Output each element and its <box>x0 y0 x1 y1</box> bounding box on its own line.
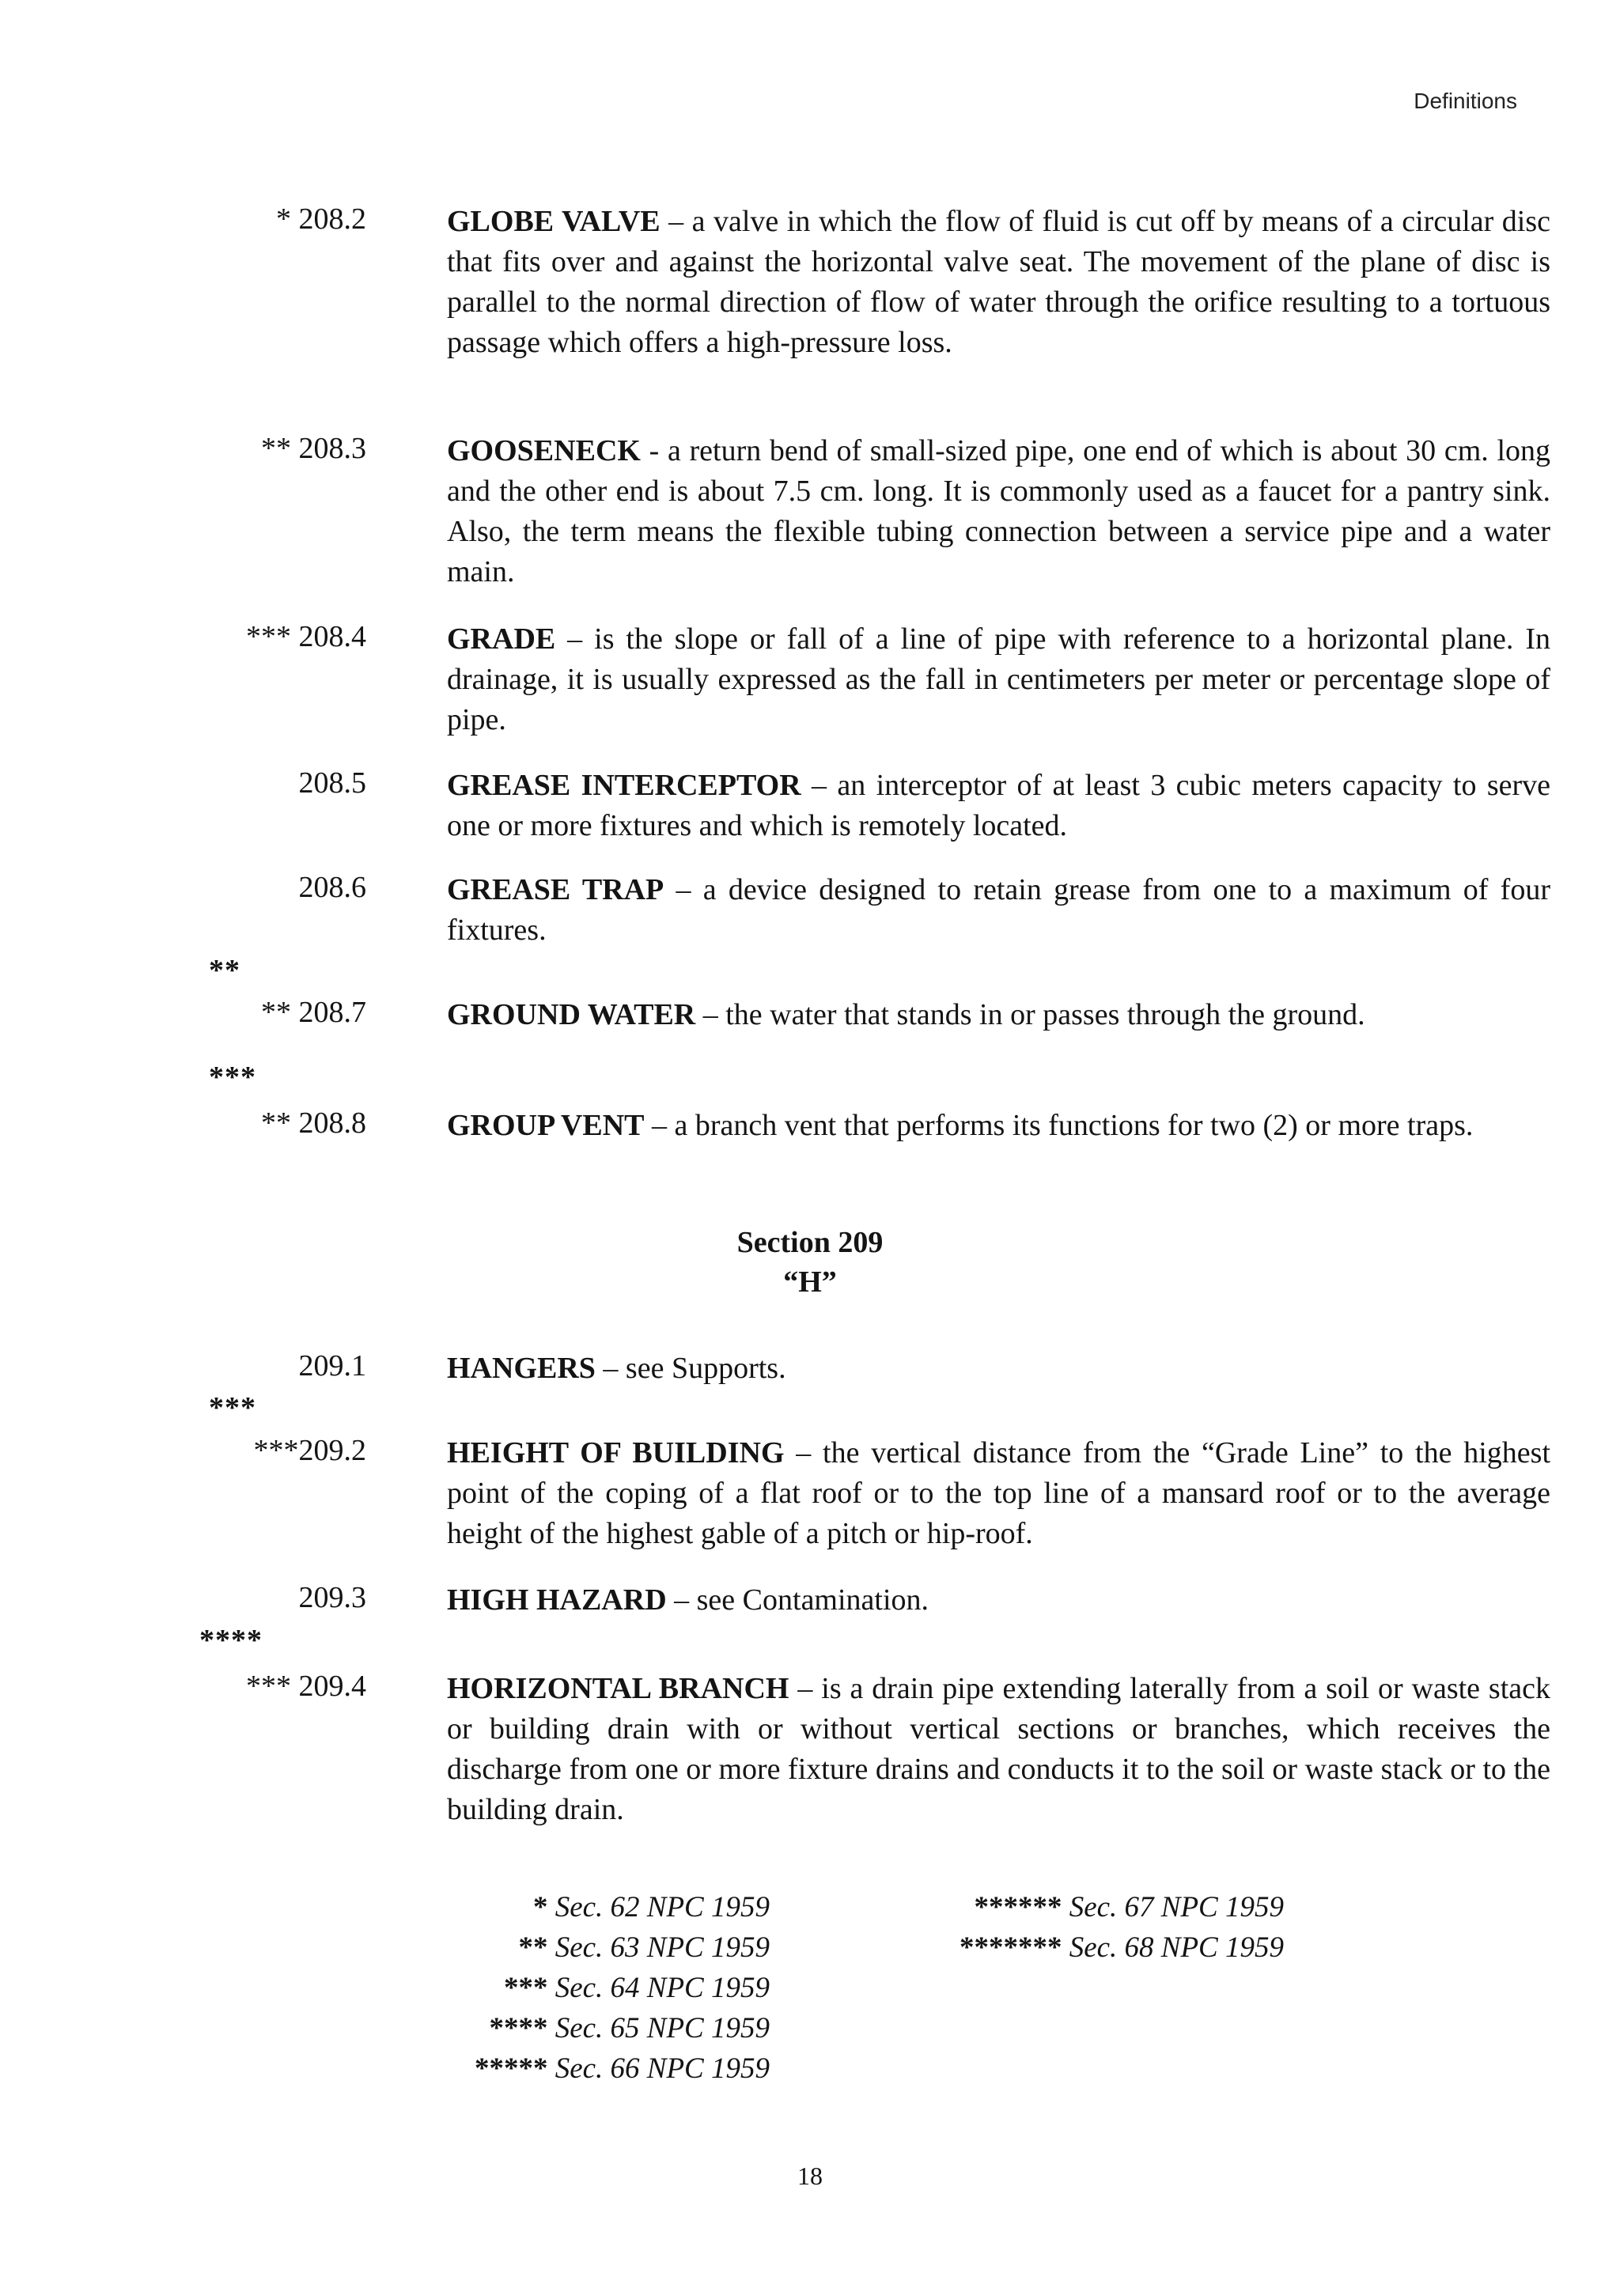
definition-text: – the vertical distance from the “Grade Line” to the highest point of the coping of a flat roof or to the top line of a mansard roof or to the average height of the highest gable of a pitch or hip-roof. <box>447 1436 1551 1550</box>
section-letter: “H” <box>783 1265 837 1299</box>
definition-body <box>447 766 1550 846</box>
definition-body <box>447 1669 1550 1830</box>
definition-body <box>447 1106 1550 1146</box>
definition-body <box>447 619 1550 740</box>
footnote-ref: Sec. 67 NPC 1959 <box>1069 1891 1284 1923</box>
footnote-ref: Sec. 62 NPC 1959 <box>555 1891 770 1923</box>
definition-term: GREASE INTERCEPTOR <box>447 769 801 802</box>
definition-body <box>447 995 1550 1035</box>
footnote-stars: * <box>532 1891 548 1923</box>
footnote-ref: Sec. 65 NPC 1959 <box>555 2012 770 2044</box>
definition-text: – a branch vent that performs its functions for two (2) or more traps. <box>644 1109 1474 1142</box>
footnote-stars: ***** <box>474 2052 548 2085</box>
footnote-ref: Sec. 64 NPC 1959 <box>555 1972 770 2004</box>
definition-number: ***209.2 <box>253 1434 366 1467</box>
definition-term: HORIZONTAL BRANCH <box>447 1672 789 1705</box>
definition-number: 209.1 <box>298 1349 366 1383</box>
definition-number: ** 208.3 <box>261 432 366 465</box>
definition-text: – a device designed to retain grease from one to a maximum of four fixtures. <box>447 873 1550 947</box>
margin-mark: **** <box>199 1624 263 1657</box>
definition-number: *** 209.4 <box>246 1670 366 1703</box>
definition-text: – see Supports. <box>595 1352 786 1385</box>
definition-term: HIGH HAZARD <box>447 1583 667 1617</box>
definition-body <box>447 1433 1550 1554</box>
definition-number: *** 208.4 <box>246 620 366 653</box>
definition-text: - a return bend of small-sized pipe, one end of which is about 30 cm. long and the other end is about 7.5 cm. long. It is commonly used as a faucet for a pantry sink. Also, the term means the flexible tubing connection between a service pipe and a water main. <box>447 434 1550 588</box>
footnote <box>960 1931 1284 1965</box>
definition-body <box>447 202 1550 363</box>
definition-text: – is a drain pipe extending laterally from a soil or waste stack or building drain with or without vertical sections or branches, which receives the discharge from one or more fixture drains and conducts it to the soil or waste stack or to the building drain. <box>447 1672 1550 1826</box>
section-title: Section 209 <box>736 1226 884 1259</box>
definition-term: GROUP VENT <box>447 1109 645 1142</box>
definition-text: – a valve in which the flow of fluid is cut off by means of a circular disc that fits over and against the horizontal valve seat. The movement of the plane of disc is parallel to the normal direction of flow of water through the orifice resulting to a tortuous passage which offers a high-pressure loss. <box>447 205 1550 359</box>
definition-number: ** 208.7 <box>261 996 366 1029</box>
margin-mark: ** <box>209 954 240 987</box>
footnote-ref: Sec. 66 NPC 1959 <box>555 2052 770 2085</box>
definition-text: – the water that stands in or passes through the ground. <box>695 998 1365 1031</box>
running-header: Definitions <box>1414 89 1517 113</box>
footnote <box>533 1890 770 1924</box>
definition-term: GROUND WATER <box>447 998 696 1031</box>
footnote <box>504 1971 770 2005</box>
page-number: 18 <box>797 2162 823 2190</box>
definition-number: 208.5 <box>298 766 366 800</box>
definition-number: 209.3 <box>298 1581 366 1614</box>
definition-term: GRADE <box>447 622 556 656</box>
footnote-stars: **** <box>489 2012 548 2044</box>
definition-text: – an interceptor of at least 3 cubic meters capacity to serve one or more fixtures and which is remotely located. <box>447 769 1550 842</box>
definition-number: ** 208.8 <box>261 1106 366 1140</box>
footnote-ref: Sec. 63 NPC 1959 <box>555 1931 770 1964</box>
footnote-stars: ****** <box>974 1891 1062 1923</box>
footnote-stars: ******* <box>959 1931 1062 1964</box>
definition-term: HEIGHT OF BUILDING <box>447 1436 785 1470</box>
definition-term: GOOSENECK <box>447 434 641 467</box>
definition-term: HANGERS <box>447 1352 596 1385</box>
footnote-stars: ** <box>518 1931 548 1964</box>
definition-number: * 208.2 <box>276 202 366 236</box>
margin-mark: *** <box>209 1391 256 1424</box>
definition-body <box>447 431 1550 592</box>
definition-text: – is the slope or fall of a line of pipe with reference to a horizontal plane. In drainage, it is usually expressed as the fall in centimeters per meter or percentage slope of pipe. <box>447 622 1550 736</box>
footnote <box>974 1890 1284 1924</box>
definition-number: 208.6 <box>298 871 366 904</box>
definition-body <box>447 870 1550 951</box>
definition-term: GLOBE VALVE <box>447 205 660 238</box>
definition-body <box>447 1348 1550 1389</box>
footnote-ref: Sec. 68 NPC 1959 <box>1069 1931 1284 1964</box>
definition-term: GREASE TRAP <box>447 873 664 906</box>
footnote <box>518 1931 770 1965</box>
definition-text: – see Contamination. <box>666 1583 929 1617</box>
footnote <box>475 2052 770 2086</box>
footnote <box>489 2011 770 2045</box>
footnote-stars: *** <box>503 1972 548 2004</box>
margin-mark: *** <box>209 1061 256 1094</box>
definition-body <box>447 1580 1550 1621</box>
